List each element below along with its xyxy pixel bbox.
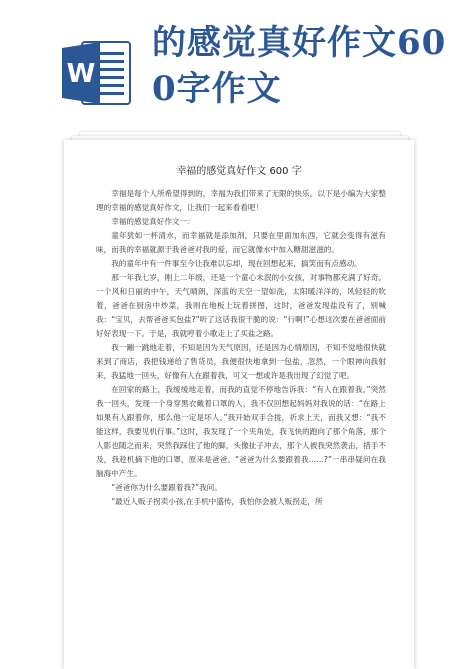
document-page (64, 140, 414, 669)
banner (0, 0, 474, 128)
word-icon-letter: W (66, 59, 96, 89)
paragraph: 那一年我七岁，刚上二年级，还是一个童心未泯的小女孩，对事物都充满了好奇。一个风和日丽的中午，天气晴朗，深蓝的天空一望如洗，太阳暖洋洋的，风轻轻的吹着，爸爸在厨房中炒菜，我则在地板上玩着拼图，这时，爸爸发现盐没有了，别喊我：“宝贝，去帮爸爸买包盐?”听了这话我很干脆的说：“行啊!”心想这次要在爸爸面前好好表现一下。于是，我就哼着小歌走上了买盐之路。 (96, 273, 386, 338)
word-document-icon (60, 38, 134, 108)
paragraph: 在回家的路上，我缓缓地走着，而我的直觉不停地告诉我：“有人在跟着我。”突然我一回头，发现一个身穿黑衣戴着口罩的人，我不仅回想起妈妈对我说的话：“在路上如果有人跟着你，那么他一定是坏人。”我开始双手合拢，祈求上天，而我又想：“我不能这样，我要见机行事。”这时，我发现了一个夹角处，我飞快的跑向了那个角落，那个人影也随之而来，突然我踩住了他的脚，头像扯子冲去，那个人被我突然袭击，措手不及，我趁机摘下他的口罩，原来是爸爸。“爸爸为什么要跟着我……?”一串串疑问在我脑海中产生。 (96, 385, 386, 478)
paragraph: 幸福的感觉真好作文一： (111, 217, 195, 226)
paragraph: 我一蹦一跳地走着，不知是因为天气原因，还是因为心情原因，不知不觉地很快就来到了商店，我把钱递给了售货员，我便很快地拿到一包盐，忽然，一个眼神向我射来，我猛地一回头，好像有人在跟着我，可又一想或许是我出现了幻觉了吧。 (96, 343, 386, 380)
banner-title: 的感觉真好作文600字作文 (152, 23, 447, 109)
document-body (64, 187, 414, 509)
document-title: 幸福的感觉真好作文 600 字 (176, 166, 302, 177)
paragraph: 我的童年中有一件事至今让我难以忘却，现在回想起来，搞笑而有点感动。 (111, 259, 362, 268)
paragraph: “最近人贩子拐卖小孩,在手机中盛传，我怕你会被人贩拐走，所 (111, 497, 323, 506)
paragraph: 童年犹如一杯清水，而幸福就是添加剂，只要在里面加东西，它就会变得有滋有味，而我的幸福就源于我爸爸对我的爱，而它就像水中加入糖甜滋滋的。 (96, 231, 386, 254)
paragraph: “爸爸你为什么要跟着我?”我问。 (111, 483, 222, 492)
paragraph: 幸福是每个人所希望得到的，幸福为我们带来了无限的快乐。以下是小编为大家整理的幸福的感觉真好作文，让我们一起来看看吧！ (96, 189, 386, 212)
